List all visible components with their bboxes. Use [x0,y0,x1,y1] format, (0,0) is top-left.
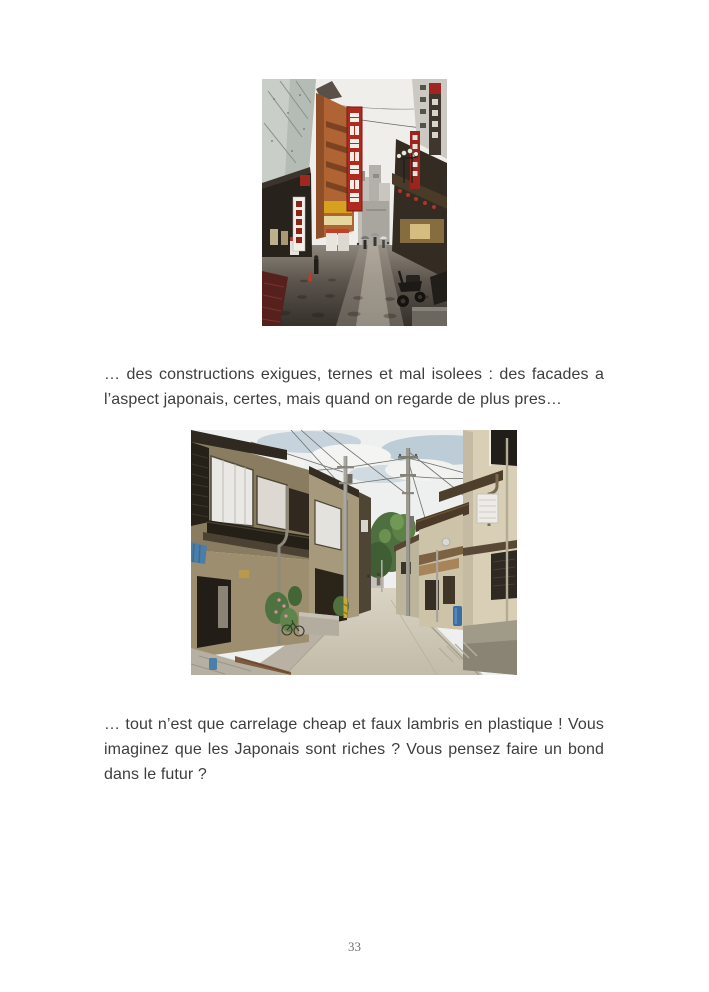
paragraph-constructions: … des constructions exigues, ternes et mal isolees : des facades a l’aspect japonais, certes, mais quand on regarde de plus pres… [104,366,604,408]
traditional-street-illustration [191,430,517,675]
rainy-street-illustration [262,79,447,326]
paragraph-carrelage: … tout n’est que carrelage cheap et faux lambris en plastique ! Vous imaginez que les Japonais sont riches ? Vous pensez faire un bond dans le futur ? [104,716,604,783]
photo-rainy-shopping-street [262,79,447,326]
page-number: 33 [348,939,361,954]
photo-traditional-street [191,430,517,675]
